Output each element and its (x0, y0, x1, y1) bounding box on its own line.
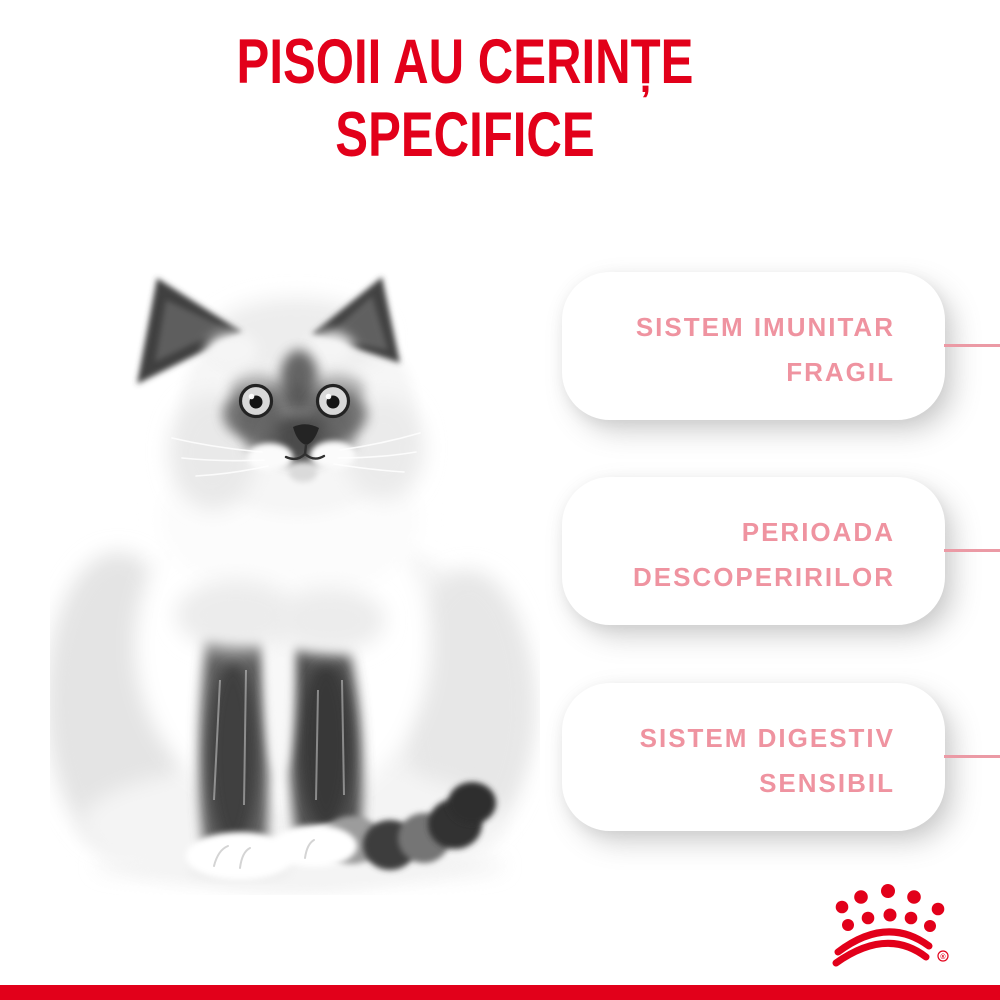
benefit-card-discovery-line2: DESCOPERIRILOR (632, 562, 895, 592)
connector-line-3 (944, 755, 1000, 758)
benefit-card-digestive-line2: SENSIBIL (759, 768, 895, 798)
page-title-line2: SPECIFICE (335, 100, 595, 170)
royal-canin-crown-icon (822, 880, 958, 968)
page-title (102, 26, 827, 172)
connector-line-1 (944, 344, 1000, 347)
benefit-card-discovery-line1: PERIOADA (741, 517, 895, 547)
benefit-card-digestive-system (562, 683, 945, 831)
kitten-photo (50, 245, 540, 895)
benefit-card-digestive-line1: SISTEM DIGESTIV (639, 723, 895, 753)
benefit-card-discovery-period (562, 477, 945, 625)
benefit-card-immune-system (562, 272, 945, 420)
registered-trademark: ® (940, 954, 946, 961)
connector-line-2 (944, 549, 1000, 552)
benefit-card-immune-line1: SISTEM IMUNITAR (635, 312, 895, 342)
bottom-red-bar (0, 985, 1000, 1000)
benefit-card-immune-line2: FRAGIL (786, 357, 895, 387)
page-title-line1: PISOII AU CERINȚE (236, 27, 694, 97)
